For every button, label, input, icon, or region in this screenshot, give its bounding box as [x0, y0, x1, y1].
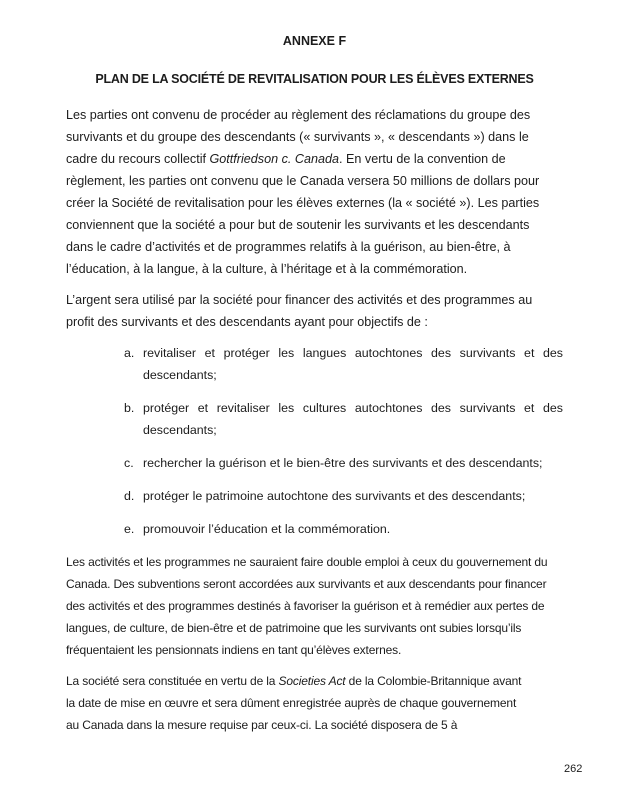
- text-line: [66, 311, 563, 333]
- text-segment: règlement, les parties ont convenu que le Canada versera 50 millions de dollars pour: [66, 174, 540, 188]
- text-segment: protéger et revitaliser les cultures autochtones des survivants et des: [143, 401, 563, 415]
- text-line: [143, 518, 563, 540]
- text-segment: L’argent sera utilisé par la société pour financer des activités et des programmes au: [66, 293, 533, 307]
- list-item-content: [143, 452, 563, 474]
- text-segment: langues, de culture, de bien-être et de patrimoine que les survivants ont subies lorsqu’ils: [66, 621, 522, 635]
- list-item-marker: e.: [124, 522, 135, 536]
- text-line: [66, 192, 563, 214]
- text-segment: survivants et du groupe des descendants (« survivants », « descendants ») dans le: [66, 130, 529, 144]
- text-segment: promouvoir l’éducation et la commémoration.: [143, 522, 391, 536]
- text-segment: fréquentaient les pensionnats indiens en tant qu’élèves externes.: [66, 643, 402, 657]
- text-line: [66, 236, 563, 258]
- text-line: [66, 595, 563, 617]
- list-item-content: [143, 518, 563, 540]
- text-line: [143, 485, 563, 507]
- text-segment: profit des survivants et des descendants ayant pour objectifs de :: [66, 315, 428, 329]
- paragraph: [66, 670, 563, 736]
- text-line: [66, 104, 563, 126]
- text-segment: protéger le patrimoine autochtone des survivants et des descendants;: [143, 489, 526, 503]
- text-line: [66, 639, 563, 661]
- text-line: [143, 452, 563, 474]
- text-line: [66, 551, 563, 573]
- text-line: [66, 148, 563, 170]
- text-segment: descendants;: [143, 368, 217, 382]
- text-segment: de la Colombie-Britannique avant: [345, 674, 522, 688]
- list-item-content: [143, 342, 563, 386]
- text-segment: créer la Société de revitalisation pour les élèves externes (la « société »). Les parties: [66, 196, 540, 210]
- italic-text: Gottfriedson c. Canada: [209, 152, 340, 166]
- paragraph: [66, 551, 563, 661]
- text-segment: conviennent que la société a pour but de soutenir les survivants et les descendants: [66, 218, 530, 232]
- list-item-marker: a.: [124, 346, 135, 360]
- text-line: [66, 573, 563, 595]
- list-item: [124, 397, 563, 441]
- text-line: [66, 670, 563, 692]
- list-item-marker: c.: [124, 456, 134, 470]
- list-item: [124, 518, 563, 540]
- list-item: [124, 485, 563, 507]
- text-segment: rechercher la guérison et le bien-être des survivants et des descendants;: [143, 456, 543, 470]
- text-segment: revitaliser et protéger les langues autochtones des survivants et des: [143, 346, 563, 360]
- list-item: [124, 342, 563, 386]
- text-line: [66, 170, 563, 192]
- text-line: [66, 214, 563, 236]
- text-line: [143, 397, 563, 419]
- text-segment: l’éducation, à la langue, à la culture, à l’héritage et à la commémoration.: [66, 262, 468, 276]
- text-segment: dans le cadre d’activités et de programmes relatifs à la guérison, au bien-être, à: [66, 240, 511, 254]
- italic-text: Societies Act: [278, 674, 346, 688]
- list-item-content: [143, 397, 563, 441]
- text-line: [66, 692, 563, 714]
- text-segment: des activités et des programmes destinés à favoriser la guérison et à remédier aux pertes de: [66, 599, 545, 613]
- text-segment: Les activités et les programmes ne sauraient faire double emploi à ceux du gouvernement du: [66, 555, 548, 569]
- text-line: [66, 617, 563, 639]
- text-line: [143, 364, 563, 386]
- text-segment: au Canada dans la mesure requise par ceux-ci. La société disposera de 5 à: [66, 718, 458, 732]
- paragraph: [66, 104, 563, 280]
- text-line: [143, 419, 563, 441]
- text-segment: La société sera constituée en vertu de la: [66, 674, 279, 688]
- text-segment: la date de mise en œuvre et sera dûment enregistrée auprès de chaque gouvernement: [66, 696, 517, 710]
- paragraph: [66, 289, 563, 333]
- text-line: [66, 714, 563, 736]
- page-number: 262: [564, 763, 583, 775]
- text-segment: descendants;: [143, 423, 217, 437]
- text-line: [66, 289, 563, 311]
- list-item-content: [143, 485, 563, 507]
- text-line: [66, 258, 563, 280]
- annex-heading: ANNEXE F: [282, 34, 347, 48]
- text-segment: cadre du recours collectif: [66, 152, 210, 166]
- list-item-marker: d.: [124, 489, 135, 503]
- list-item-marker: b.: [124, 401, 135, 415]
- document-title: PLAN DE LA SOCIÉTÉ DE REVITALISATION POUR LES ÉLÈVES EXTERNES: [95, 72, 534, 86]
- text-segment: Canada. Des subventions seront accordées aux survivants et aux descendants pour financer: [66, 577, 547, 591]
- list-item: [124, 452, 563, 474]
- document-body: [66, 104, 563, 736]
- document-content: [66, 30, 563, 745]
- text-line: [143, 342, 563, 364]
- text-segment: Les parties ont convenu de procéder au règlement des réclamations du groupe des: [66, 108, 531, 122]
- text-line: [66, 126, 563, 148]
- text-segment: . En vertu de la convention de: [339, 152, 506, 166]
